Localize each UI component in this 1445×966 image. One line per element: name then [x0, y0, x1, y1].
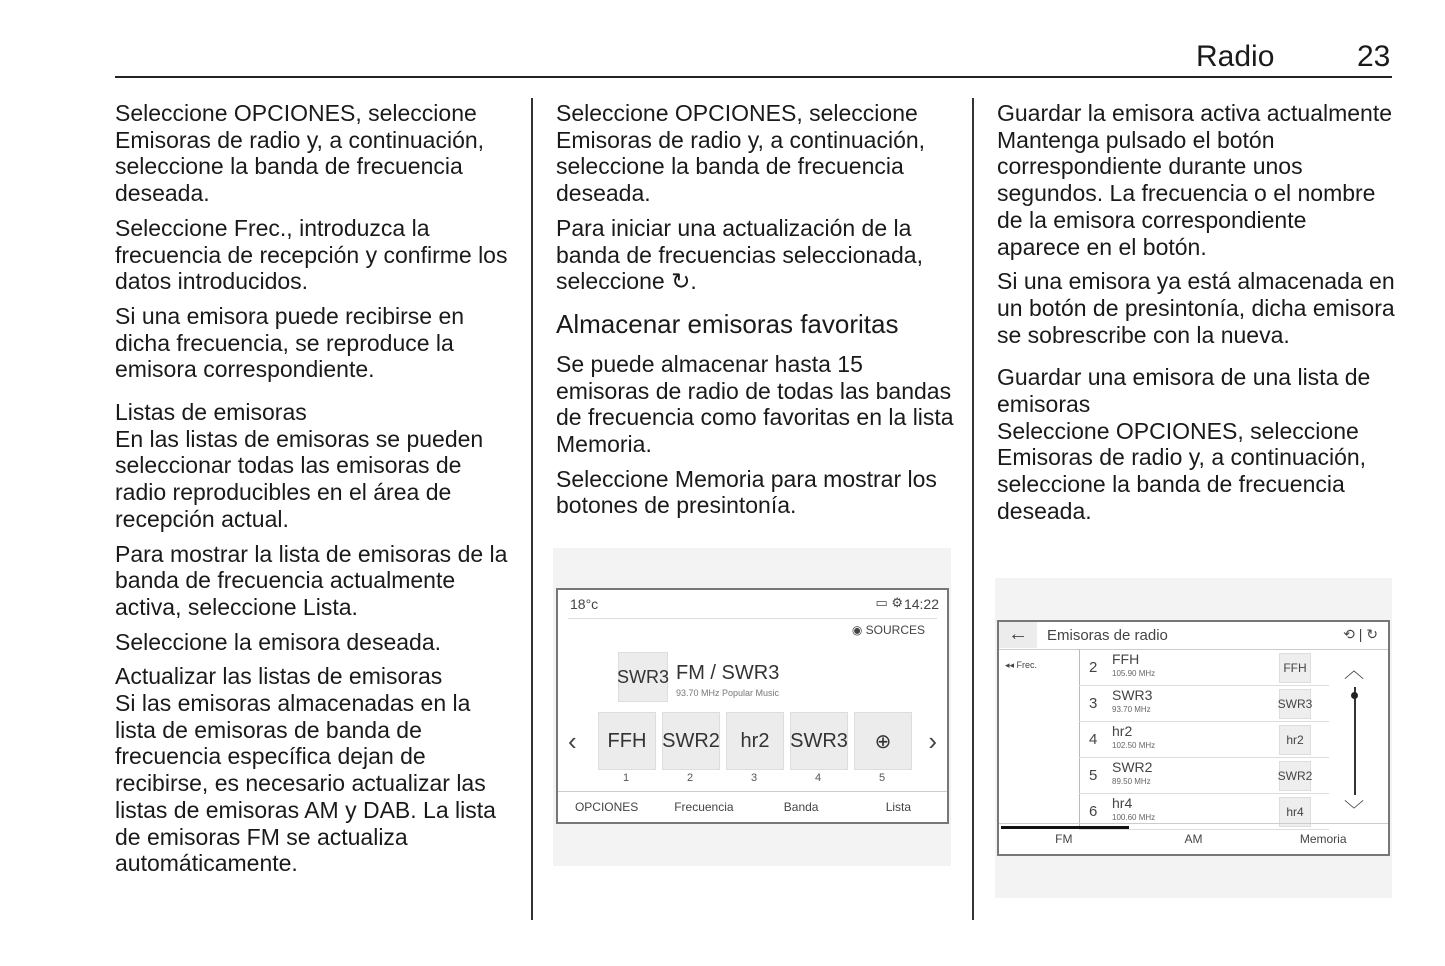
settings-icon[interactable]: ▭ ⚙ — [875, 595, 903, 610]
paragraph: Mantenga pulsado el botón correspondiente durante unos segundos. La frecuencia o el nombre de la emisora correspondiente aparece en el botón. — [997, 126, 1376, 260]
freq-button[interactable]: ◂◂ Frec. — [1005, 660, 1038, 670]
subheading: Guardar una emisora de una lista de emisoras — [997, 364, 1371, 418]
paragraph: Se puede almacenar hasta 15 emisoras de radio de todas las bandas de frecuencia como favoritas en la lista Memoria. — [556, 350, 954, 458]
menu-opciones[interactable]: OPCIONES — [574, 800, 639, 814]
scrollbar[interactable] — [1354, 687, 1356, 795]
station-row[interactable] — [1079, 686, 1329, 722]
column-divider — [531, 98, 533, 920]
current-station-info: 93.70 MHz Popular Music — [676, 688, 780, 698]
station-name: hr2 — [1112, 723, 1133, 739]
preset-number: 4 — [814, 772, 822, 784]
station-number: 3 — [1089, 695, 1098, 712]
station-frequency: 93.70 MHz — [1112, 705, 1151, 714]
station-list-screen — [997, 620, 1390, 856]
header-rule — [115, 76, 1392, 78]
preset-button[interactable]: hr2 — [726, 712, 784, 770]
paragraph: Si las emisoras almacenadas en la lista de emisoras de banda de frecuencia específica dejan de recibirse, es necesario actualizar las listas de emisoras AM y DAB. La lista de emisoras FM se actualiza automáticamente. — [115, 690, 496, 877]
page-number: 23 — [1357, 40, 1391, 73]
column-2 — [556, 100, 954, 527]
chevron-left-icon[interactable]: ‹ — [568, 726, 577, 756]
clock: 14:22 — [903, 596, 939, 612]
subheading: Listas de emisoras — [115, 399, 307, 426]
screen-title: Emisoras de radio — [1047, 627, 1168, 644]
station-name: FFH — [1112, 651, 1140, 667]
sources-button[interactable]: ◉ SOURCES — [851, 623, 925, 637]
scroll-up-icon[interactable]: ︿ — [1344, 660, 1364, 682]
preset-button[interactable]: ⊕ — [854, 712, 912, 770]
preset-number: 5 — [878, 772, 886, 784]
paragraph: Seleccione OPCIONES, seleccione Emisoras de radio y, a continuación, seleccione la banda de frecuencia deseada. — [556, 100, 926, 207]
preset-button[interactable]: SWR2 — [662, 712, 720, 770]
section-title: Radio — [1196, 40, 1275, 73]
preset-number: 1 — [622, 772, 630, 784]
preset-button[interactable]: FFH — [598, 712, 656, 770]
back-arrow-icon[interactable]: ← — [999, 622, 1037, 648]
subheading: Actualizar las listas de emisoras — [115, 663, 443, 690]
paragraph: Seleccione OPCIONES, seleccione Emisoras de radio y, a continuación, seleccione la banda de frecuencia deseada. — [997, 417, 1367, 524]
paragraph: Para iniciar una actualización de la banda de frecuencias seleccionada, seleccione ↻. — [556, 214, 923, 295]
scroll-thumb[interactable] — [1351, 692, 1358, 699]
station-number: 5 — [1089, 767, 1098, 784]
section-heading: Almacenar emisoras favoritas — [556, 308, 899, 339]
refresh-icon[interactable]: ⟲ | ↻ — [1343, 626, 1378, 642]
store-preset-button[interactable]: hr2 — [1279, 725, 1311, 755]
chevron-right-icon[interactable]: › — [928, 726, 937, 756]
preset-number: 2 — [686, 772, 694, 784]
preset-button[interactable]: SWR3 — [790, 712, 848, 770]
refresh-icon: ↻ — [671, 268, 691, 295]
store-preset-button[interactable]: hr4 — [1279, 797, 1311, 827]
scroll-down-icon[interactable]: ﹀ — [1344, 800, 1364, 822]
station-number: 2 — [1089, 659, 1098, 676]
station-number: 4 — [1089, 731, 1098, 748]
figure-radio-main — [553, 548, 951, 866]
station-row[interactable] — [1079, 722, 1329, 758]
preset-number: 3 — [750, 772, 758, 784]
tab-fm[interactable]: FM — [1055, 832, 1073, 846]
station-row[interactable] — [1079, 650, 1329, 686]
station-name: SWR2 — [1112, 759, 1153, 775]
radio-screen — [556, 588, 949, 824]
paragraph: Si una emisora ya está almacenada en un botón de presintonía, dicha emisora se sobrescribe con la nueva. — [997, 268, 1395, 348]
menu-lista[interactable]: Lista — [885, 800, 912, 814]
store-preset-button[interactable]: SWR3 — [1279, 689, 1311, 719]
column-divider — [972, 98, 974, 920]
paragraph: Seleccione Memoria para mostrar los botones de presintonía. — [556, 465, 937, 519]
menu-banda[interactable]: Banda — [783, 800, 819, 814]
current-station-logo: SWR3 — [618, 652, 668, 702]
station-frequency: 100.60 MHz — [1112, 813, 1156, 822]
bottom-menu — [558, 791, 947, 822]
temperature: 18°c — [570, 596, 599, 612]
paragraph: Para mostrar la lista de emisoras de la banda de frecuencia actualmente activa, seleccione Lista. — [115, 540, 508, 620]
subheading: Guardar la emisora activa actualmente — [997, 100, 1393, 126]
paragraph: Seleccione Frec., introduzca la frecuencia de recepción y confirme los datos introducidos. — [115, 214, 508, 295]
paragraph: Seleccione la emisora deseada. — [115, 628, 442, 655]
station-frequency: 89.50 MHz — [1112, 777, 1151, 786]
band-tabs — [999, 823, 1388, 854]
paragraph: Seleccione OPCIONES, seleccione Emisoras de radio y, a continuación, seleccione la banda de frecuencia deseada. — [115, 100, 485, 207]
station-row[interactable] — [1079, 758, 1329, 794]
current-station-title: FM / SWR3 — [676, 662, 780, 684]
paragraph: En las listas de emisoras se pueden seleccionar todas las emisoras de radio reproducibles en el área de recepción actual. — [115, 425, 484, 532]
station-number: 6 — [1089, 803, 1098, 820]
station-name: SWR3 — [1112, 687, 1153, 703]
station-frequency: 105.90 MHz — [1112, 669, 1156, 678]
column-3 — [997, 100, 1395, 533]
store-preset-button[interactable]: SWR2 — [1279, 761, 1311, 791]
station-name: hr4 — [1112, 795, 1133, 811]
menu-frecuencia[interactable]: Frecuencia — [674, 800, 734, 814]
tab-memoria[interactable]: Memoria — [1299, 832, 1347, 846]
store-preset-button[interactable]: FFH — [1279, 653, 1311, 683]
column-1 — [115, 100, 515, 885]
paragraph: Si una emisora puede recibirse en dicha frecuencia, se reproduce la emisora correspondiente. — [115, 302, 465, 383]
figure-station-list — [995, 578, 1392, 898]
station-frequency: 102.50 MHz — [1112, 741, 1156, 750]
tab-am[interactable]: AM — [1184, 832, 1203, 846]
